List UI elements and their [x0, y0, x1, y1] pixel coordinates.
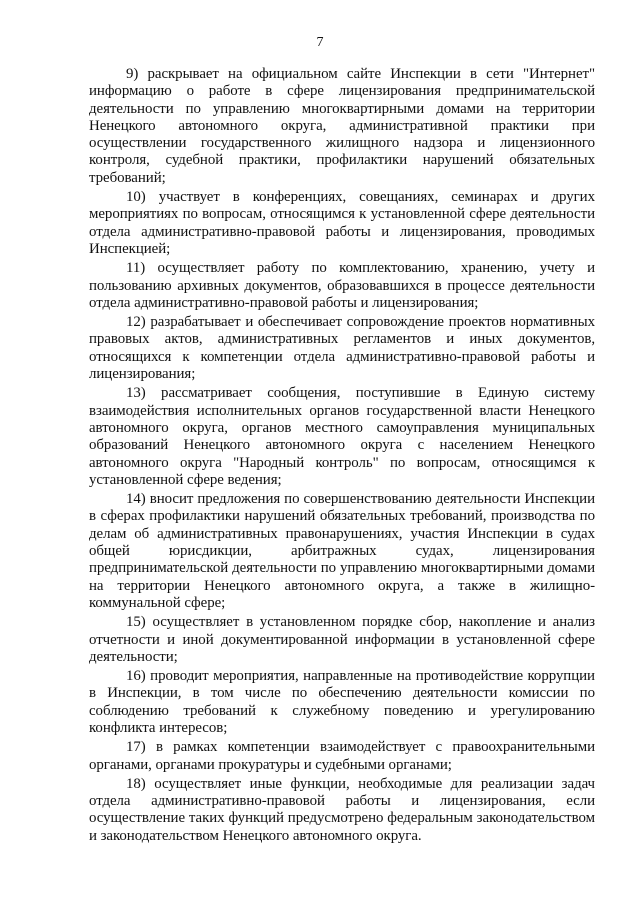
item-text: участвует в конференциях, совещаниях, семинарах и других мероприятиях по вопросам, относящимся к установленной сфере деятельности отдела административно-правовой работы и лицензирования, проводимых Инспекцией; [89, 189, 595, 257]
item-number: 9) [126, 66, 139, 82]
item-text: раскрывает на официальном сайте Инспекции в сети "Интернет" информацию о работе в сфере лицензирования предпринимательской деятельности по управлению многоквартирными домами на территории Ненецкого автономного округа, административной практики при осуществлении государственного жилищного надзора и лицензионного контроля, судебной практики, профилактики нарушений обязательных требований; [89, 66, 595, 186]
item-number: 12) [126, 314, 146, 331]
list-item-9 [89, 66, 595, 187]
list-item-16 [89, 668, 595, 737]
page-number: 7 [316, 35, 324, 50]
item-text: осуществляет в установленном порядке сбор, накопление и анализ отчетности и иной документированной информации в установленной сфере деятельности; [89, 614, 595, 665]
item-text: осуществляет работу по комплектованию, хранению, учету и пользованию архивных документов, образовавшихся в процессе деятельности отдела административно-правовой работы и лицензирования; [89, 260, 595, 311]
list-item-18 [89, 776, 595, 845]
item-number: 18) [126, 775, 146, 792]
list-item-13 [89, 385, 595, 489]
item-number: 13) [126, 385, 146, 402]
item-number: 14) [126, 491, 146, 508]
item-text: рассматривает сообщения, поступившие в Единую систему взаимодействия исполнительных органов государственной власти Ненецкого автономного округа, органов местного самоуправления муниципальных образований Ненецкого автономного округа с населением Ненецкого автономного округа "Народный контроль" по вопросам, относящимся к установленной сфере ведения; [89, 385, 595, 488]
list-item-15 [89, 614, 595, 666]
item-text: в рамках компетенции взаимодействует с правоохранительными органами, органами прокуратуры и судебными органами; [89, 739, 595, 773]
list-item-17 [89, 739, 595, 774]
list-item-11 [89, 260, 595, 312]
list-item-12 [89, 314, 595, 383]
item-text: осуществляет иные функции, необходимые для реализации задач отдела административно-правовой работы и лицензирования, если осуществление таких функций предусмотрено федеральным законодательством и законодательством Ненецкого автономного округа. [89, 775, 595, 844]
item-number: 17) [126, 739, 146, 756]
item-number: 16) [126, 668, 146, 685]
list-item-10 [89, 189, 595, 258]
item-number: 11) [126, 260, 146, 277]
item-number: 10) [126, 189, 146, 206]
item-text: вносит предложения по совершенствованию деятельности Инспекции в сферах профилактики нарушений обязательных требований, производства по делам об административных правонарушениях, участия Инспекции в судах общей юрисдикции, арбитражных судах, лицензирования предпринимательской деятельности по управлению многоквартирными домами на территории Ненецкого автономного округа, а также в жилищно-коммунальной сфере; [89, 491, 595, 611]
item-text: разрабатывает и обеспечивает сопровождение проектов нормативных правовых актов, административных регламентов и иных документов, относящихся к компетенции отдела административно-правовой работы и лицензирования; [89, 314, 595, 383]
document-body [89, 66, 595, 847]
item-number: 15) [126, 614, 146, 631]
list-item-14 [89, 491, 595, 612]
item-text: проводит мероприятия, направленные на противодействие коррупции в Инспекции, в том числе по обеспечению деятельности комиссии по соблюдению требований к служебному поведению и урегулированию конфликта интересов; [89, 668, 595, 736]
